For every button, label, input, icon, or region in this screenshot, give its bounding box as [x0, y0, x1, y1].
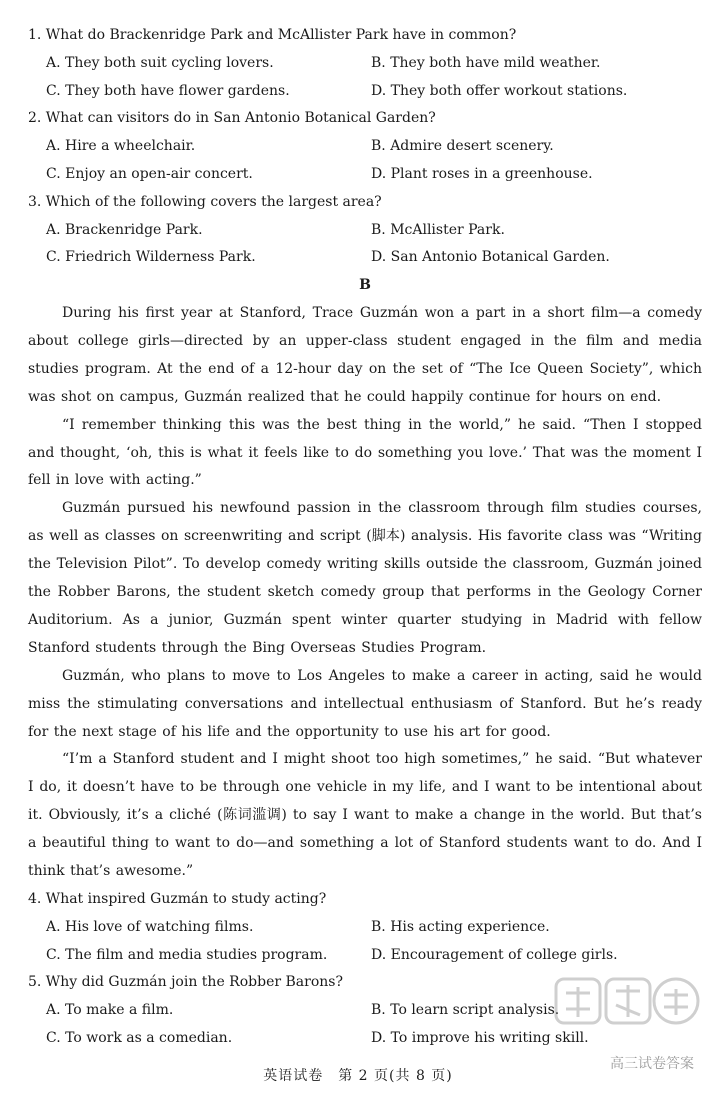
option-b: B. To learn script analysis. — [371, 1002, 560, 1019]
option-a: A. His love of watching films. — [46, 918, 254, 935]
option-c: C. Enjoy an open-air concert. — [46, 165, 253, 182]
option-a: A. To make a film. — [46, 1002, 174, 1019]
question-stem: 1. What do Brackenridge Park and McAllister Park have in common? — [28, 27, 517, 43]
option-d: D. Plant roses in a greenhouse. — [371, 165, 593, 182]
paragraph: Guzmán pursued his newfound passion in the classroom through film studies courses, as well as classes on screenwriting and script (脚本) analysis. His favorite class was “Writing the Television Pilot”. To develop comedy writing skills outside the classroom, Guzmán joined the Robber Barons, the student sketch comedy group that performs in the Geology Corner Auditorium. As a junior, Guzmán spent winter quarter studying in Madrid with fellow Stanford students through the Bing Overseas Studies Program. — [28, 500, 702, 656]
option-d: D. To improve his writing skill. — [371, 1029, 589, 1046]
option-c: C. To work as a comedian. — [46, 1029, 233, 1046]
question-3 — [28, 189, 702, 272]
option-d: D. Encouragement of college girls. — [371, 946, 618, 963]
section-title: B — [359, 277, 371, 294]
passage-b — [28, 300, 702, 886]
question-2 — [28, 105, 702, 188]
question-stem: 4. What inspired Guzmán to study acting? — [28, 891, 327, 907]
options-grid — [28, 217, 702, 273]
options-grid — [28, 50, 702, 106]
paragraph: During his first year at Stanford, Trace Guzmán won a part in a short film—a comedy about college girls—directed by an upper-class student engaged in the film and media studies program. At the end of a 12-hour day on the set of “The Ice Queen Society”, which was shot on campus, Guzmán realized that he could happily continue for hours on end. — [28, 304, 702, 405]
option-a: A. Hire a wheelchair. — [46, 138, 196, 155]
option-c: C. The film and media studies program. — [46, 946, 328, 963]
watermark-caption: 高三试卷答案 — [610, 1056, 694, 1072]
options-grid — [28, 914, 702, 970]
paragraph: “I remember thinking this was the best thing in the world,” he said. “Then I stopped and thought, ‘oh, this is what it feels like to do something you love.’ That was the moment I fell in love with acting.” — [28, 416, 702, 489]
option-a: A. Brackenridge Park. — [46, 221, 203, 238]
option-b: B. His acting experience. — [371, 918, 550, 935]
option-d: D. San Antonio Botanical Garden. — [371, 249, 610, 266]
option-c: C. They both have flower gardens. — [46, 82, 290, 99]
paragraph: “I’m a Stanford student and I might shoot too high sometimes,” he said. “But whatever I do, it doesn’t have to be through one vehicle in my life, and I want to be intentional about it. Obviously, it’s a cliché (陈词滥调) to say I want to make a change in the world. But that’s a beautiful thing to want to do—and something a lot of Stanford students want to do. And I think that’s awesome.” — [28, 751, 702, 880]
option-d: D. They both offer workout stations. — [371, 82, 628, 99]
question-1 — [28, 22, 702, 105]
option-b: B. McAllister Park. — [371, 221, 505, 238]
option-b: B. Admire desert scenery. — [371, 138, 554, 155]
question-stem: 3. Which of the following covers the largest area? — [28, 193, 382, 210]
options-grid — [28, 997, 702, 1053]
options-grid — [28, 133, 702, 189]
question-stem: 5. Why did Guzmán join the Robber Barons? — [28, 974, 343, 991]
option-a: A. They both suit cycling lovers. — [46, 54, 274, 71]
option-b: B. They both have mild weather. — [371, 54, 601, 71]
page-footer: 英语试卷 第 2 页(共 8 页) — [263, 1068, 453, 1084]
question-5 — [28, 969, 702, 1052]
question-4 — [28, 886, 702, 969]
option-c: C. Friedrich Wilderness Park. — [46, 249, 256, 266]
paragraph: Guzmán, who plans to move to Los Angeles to make a career in acting, said he would miss the stimulating conversations and intellectual enthusiasm of Stanford. But he’s ready for the next stage of his life and the opportunity to use his art for good. — [28, 667, 702, 740]
question-stem: 2. What can visitors do in San Antonio Botanical Garden? — [28, 110, 436, 127]
